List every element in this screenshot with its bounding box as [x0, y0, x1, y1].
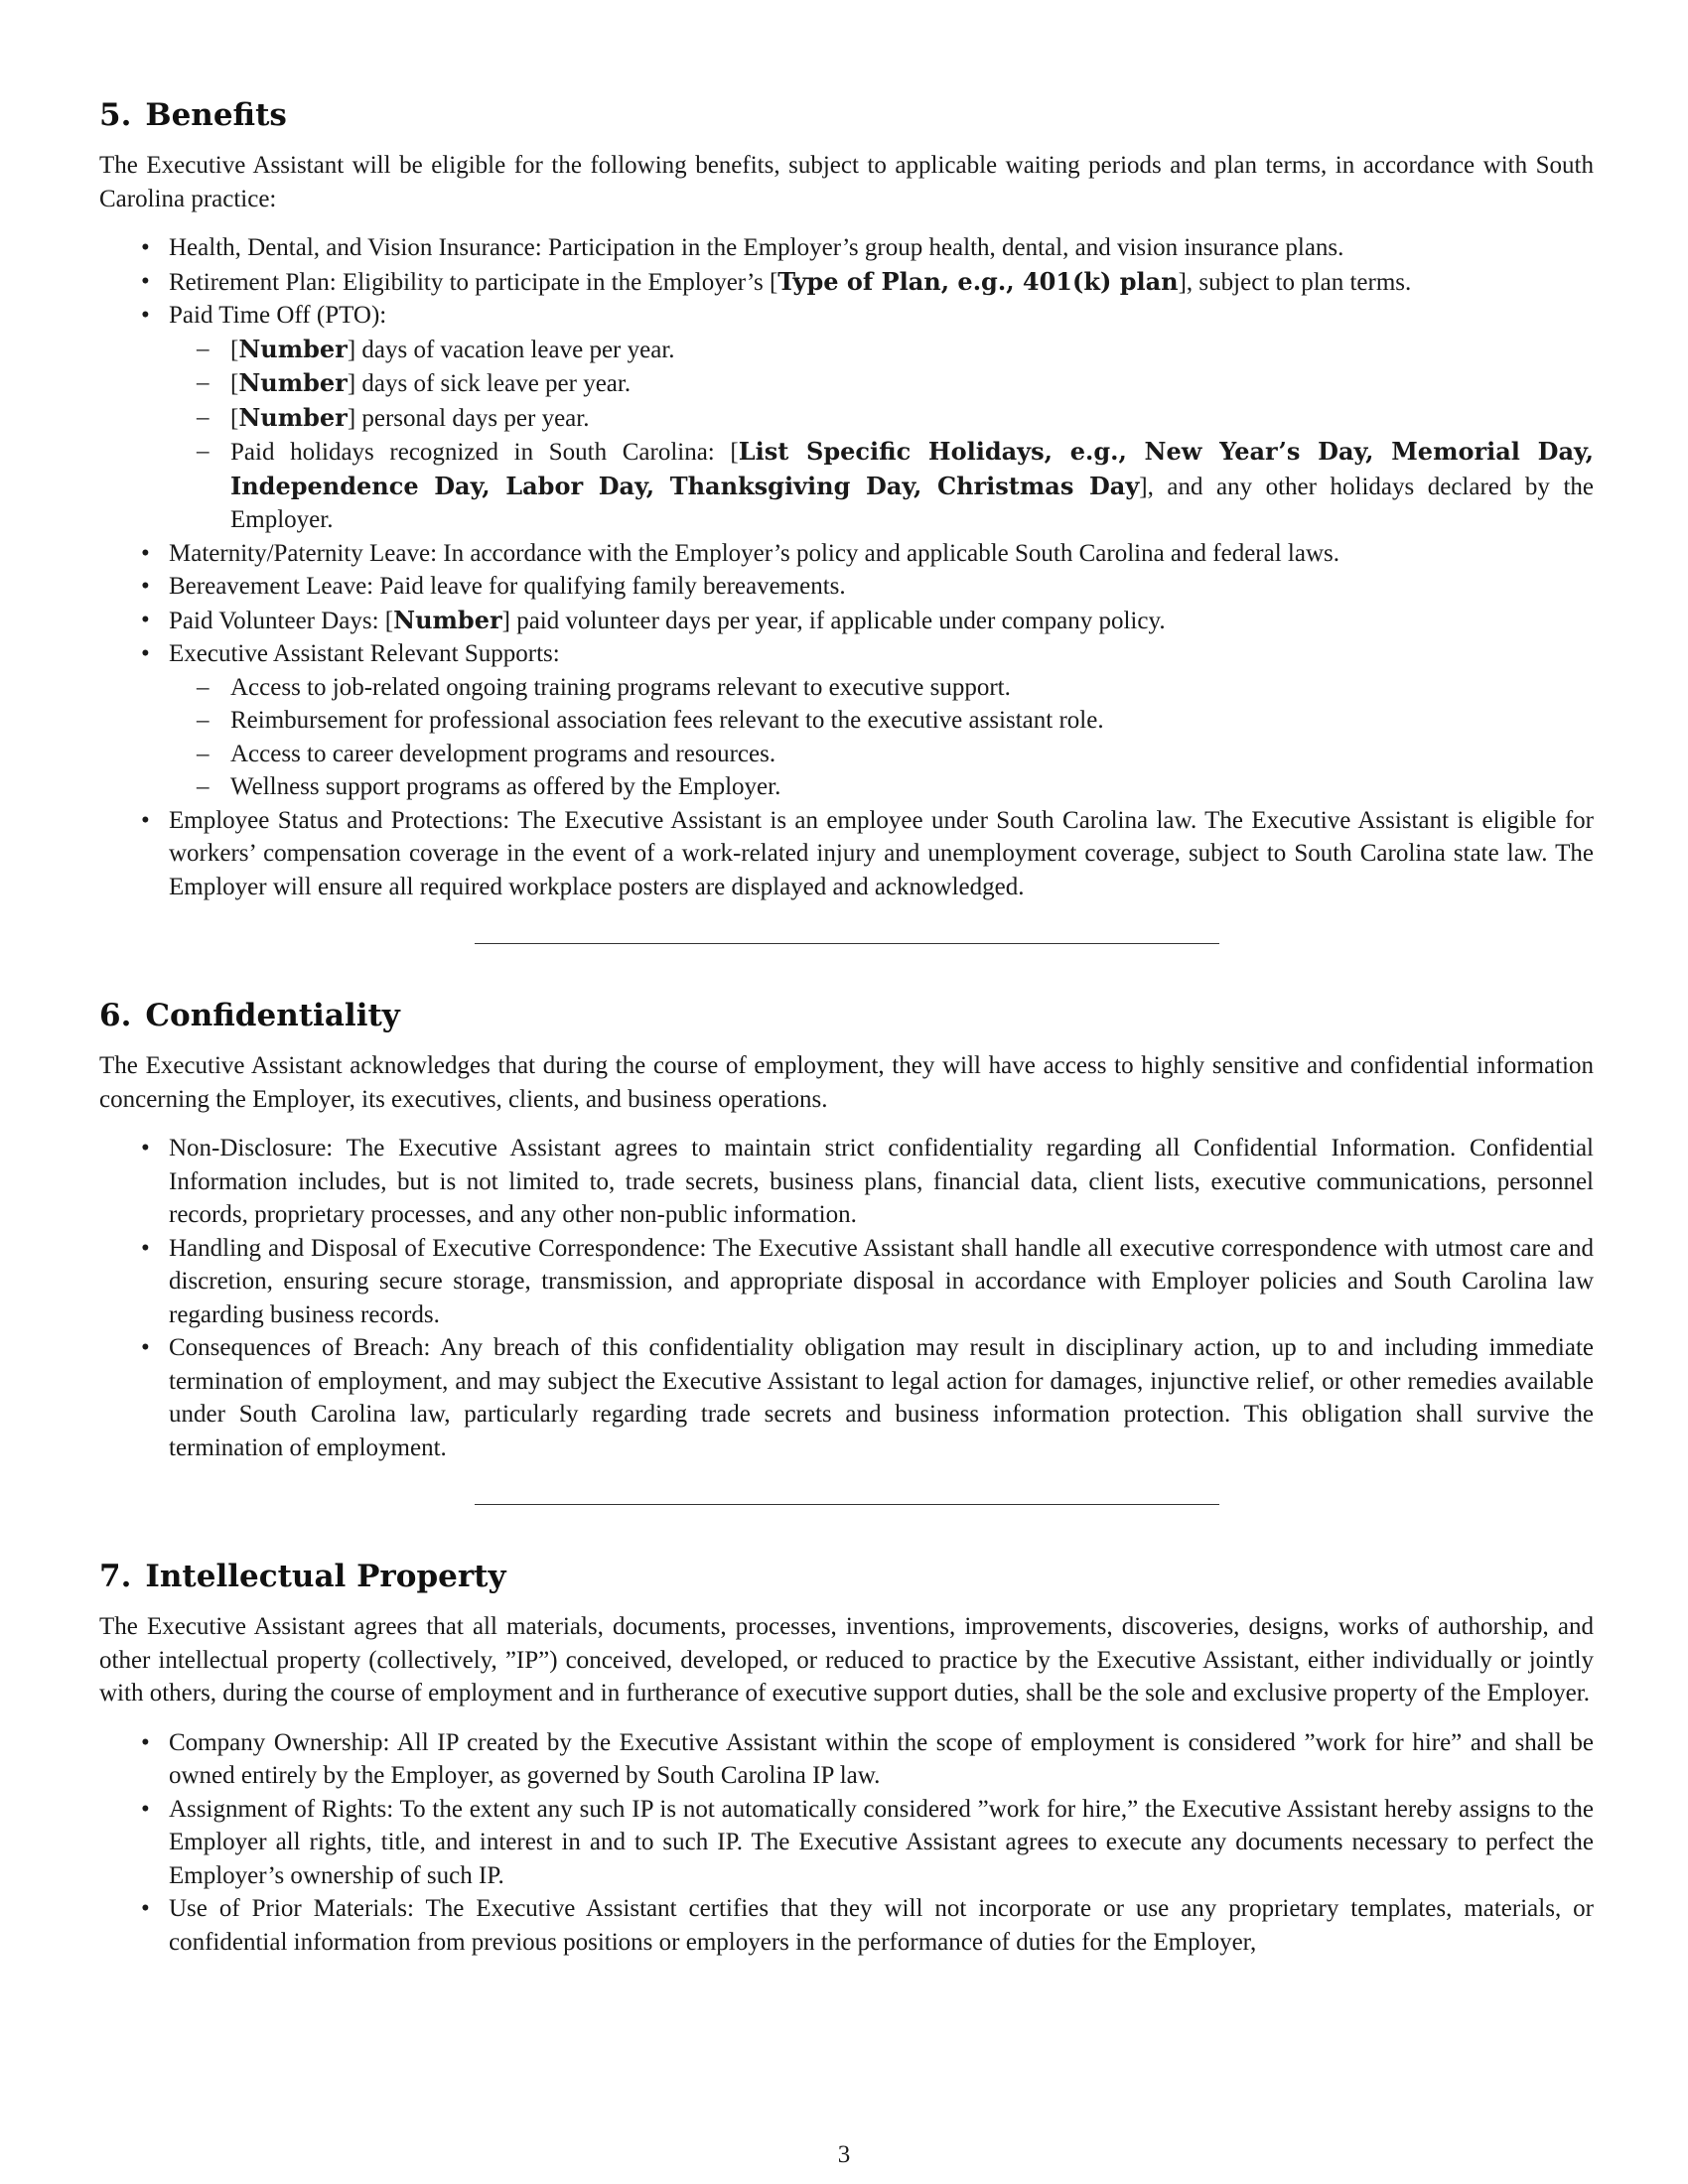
list-item: • Paid Volunteer Days: [Number] paid volunteer days per year, if applicable under company policy. — [99, 604, 1594, 638]
bullet-icon: • — [141, 573, 150, 600]
section-heading-benefits — [99, 95, 1594, 135]
supports-sublist — [169, 671, 1594, 804]
section-divider — [475, 1504, 1219, 1505]
list-item: • Maternity/Paternity Leave: In accordance with the Employer’s policy and applicable South Carolina and federal laws. — [99, 537, 1594, 571]
ip-list — [99, 1726, 1594, 1960]
placeholder-field: Number — [238, 402, 348, 432]
dash-icon: – — [197, 740, 210, 767]
section-title: Intellectual Property — [145, 1559, 506, 1594]
section-title: Benefits — [145, 97, 287, 133]
sub-list-item: – [Number] days of vacation leave per year. — [169, 333, 1594, 367]
section-number: 6. — [99, 998, 132, 1033]
sub-list-item: – [Number] personal days per year. — [169, 401, 1594, 436]
document-page — [99, 95, 1594, 1959]
sub-list-item: – Reimbursement for professional association fees relevant to the executive assistant role. — [169, 704, 1594, 738]
section-heading-intellectual-property — [99, 1557, 1594, 1596]
section-number: 7. — [99, 1559, 132, 1594]
benefits-intro: The Executive Assistant will be eligible for the following benefits, subject to applicable waiting periods and plan terms, in accordance with South Carolina practice: — [99, 152, 1594, 212]
sub-list-item: – Access to job-related ongoing training programs relevant to executive support. — [169, 671, 1594, 705]
placeholder-field: List Specific Holidays, e.g., New Year’s Day, Memorial Day, Independence Day, Labor Day, Thanksgiving Day, Christmas Day — [230, 437, 1594, 500]
placeholder-field: Number — [238, 334, 348, 363]
confidentiality-list — [99, 1132, 1594, 1464]
bullet-icon: • — [141, 806, 150, 834]
dash-icon: – — [197, 403, 210, 431]
list-item: • Bereavement Leave: Paid leave for qualifying family bereavements. — [99, 570, 1594, 604]
bullet-icon: • — [141, 1234, 150, 1262]
bullet-icon: • — [141, 1135, 150, 1161]
bullet-icon: • — [141, 1795, 150, 1823]
bullet-icon: • — [141, 539, 150, 567]
sub-list-item: – Wellness support programs as offered by the Employer. — [169, 770, 1594, 804]
sub-list-item: – Access to career development programs and resources. — [169, 738, 1594, 771]
list-item: • Handling and Disposal of Executive Correspondence: The Executive Assistant shall handle all executive correspondence with utmost care and discretion, ensuring secure storage, transmission, and appropriate disposal in accordance with Employer policies and South Carolina law regarding business records. — [99, 1232, 1594, 1332]
section-heading-confidentiality — [99, 996, 1594, 1035]
list-item: • Consequences of Breach: Any breach of this confidentiality obligation may result in disciplinary action, up to and including immediate termination of employment, and may subject the Executive Assistant to legal action for damages, injunctive relief, or other remedies available under South Carolina law, particularly regarding trade secrets and business information protection. This obligation shall survive the termination of employment. — [99, 1331, 1594, 1464]
list-item: • Executive Assistant Relevant Supports: – Access to job-related ongoing training programs relevant to executive support. – Reimbursement for professional association fees relevant to the executive assistant role. – Access to career development programs and resources. – Wellness support programs as offered by the Employer. — [99, 637, 1594, 804]
bullet-icon: • — [141, 267, 150, 295]
page-number: 3 — [837, 2141, 851, 2168]
bullet-icon: • — [141, 640, 150, 667]
list-item: • Assignment of Rights: To the extent any such IP is not automatically considered ”work for hire,” the Executive Assistant hereby assigns to the Employer all rights, title, and interest in and to such IP. The Executive Assistant agrees to execute any documents necessary to perfect the Employer’s ownership of such IP. — [99, 1793, 1594, 1893]
list-item: • Health, Dental, and Vision Insurance: Participation in the Employer’s group health, dental, and vision insurance plans. — [99, 231, 1594, 265]
dash-icon: – — [197, 369, 210, 396]
sub-list-item: – [Number] days of sick leave per year. — [169, 366, 1594, 401]
placeholder-field: Number — [393, 605, 502, 634]
list-item: • Employee Status and Protections: The Executive Assistant is an employee under South Carolina law. The Executive Assistant is eligible for workers’ compensation coverage in the event of a work-related injury and unemployment coverage, subject to South Carolina state law. The Employer will ensure all required workplace posters are displayed and acknowledged. — [99, 804, 1594, 904]
pto-sublist — [169, 333, 1594, 537]
bullet-icon: • — [141, 1728, 150, 1756]
list-item: • Company Ownership: All IP created by the Executive Assistant within the scope of employment is considered ”work for hire” and shall be owned entirely by the Employer, as governed by South Carolina IP law. — [99, 1726, 1594, 1793]
bullet-icon: • — [141, 606, 150, 633]
section-divider — [475, 943, 1219, 944]
dash-icon: – — [197, 438, 210, 465]
list-item: • Paid Time Off (PTO): – [Number] days of vacation leave per year. – [Number] days of sick leave per year. – [Number] personal days per year. – Paid holidays recognized in South Carolina: [List Specific Holidays, e.g., New Year’s Day, Memorial Day, Independence Day, Labor Day, Thanksgiving Day, Christmas Day], and any other holidays declared by the Employer. — [99, 299, 1594, 537]
bullet-icon: • — [141, 234, 150, 261]
sub-list-item: – Paid holidays recognized in South Carolina: [List Specific Holidays, e.g., New Year’s Day, Memorial Day, Independence Day, Labor Day, Thanksgiving Day, Christmas Day], and any other holidays declared by the Employer. — [197, 437, 1594, 533]
list-item: • Use of Prior Materials: The Executive Assistant certifies that they will not incorporate or use any proprietary templates, materials, or confidential information from previous positions or employers in the performance of duties for the Employer, — [99, 1892, 1594, 1959]
dash-icon: – — [197, 673, 210, 701]
bullet-icon: • — [141, 1895, 150, 1922]
dash-icon: – — [197, 335, 210, 362]
list-item: • Non-Disclosure: The Executive Assistant agrees to maintain strict confidentiality regarding all Confidential Information. Confidential Information includes, but is not limited to, trade secrets, business plans, financial data, client lists, executive communications, personnel records, proprietary processes, and any other non-public information. — [99, 1132, 1594, 1232]
section-title: Confidentiality — [145, 998, 400, 1033]
bullet-icon: • — [141, 302, 150, 329]
benefits-list — [99, 231, 1594, 903]
ip-intro: The Executive Assistant agrees that all materials, documents, processes, inventions, improvements, discoveries, designs, works of authorship, and other intellectual property (collectively, ”IP”) conceived, developed, or reduced to practice by the Executive Assistant, either individually or jointly with others, during the course of employment and in furtherance of executive support duties, shall be the sole and exclusive property of the Employer. — [99, 1613, 1594, 1706]
list-item: • Retirement Plan: Eligibility to participate in the Employer’s [Type of Plan, e.g., 401(k) plan], subject to plan terms. — [99, 265, 1594, 300]
dash-icon: – — [197, 773, 210, 800]
confidentiality-intro: The Executive Assistant acknowledges that during the course of employment, they will have access to highly sensitive and confidential information concerning the Employer, its executives, clients, and business operations. — [99, 1052, 1594, 1113]
placeholder-field: Type of Plan, e.g., 401(k) plan — [777, 266, 1179, 296]
section-number: 5. — [99, 97, 132, 133]
dash-icon: – — [197, 707, 210, 734]
bullet-icon: • — [141, 1334, 150, 1361]
placeholder-field: Number — [238, 368, 348, 397]
